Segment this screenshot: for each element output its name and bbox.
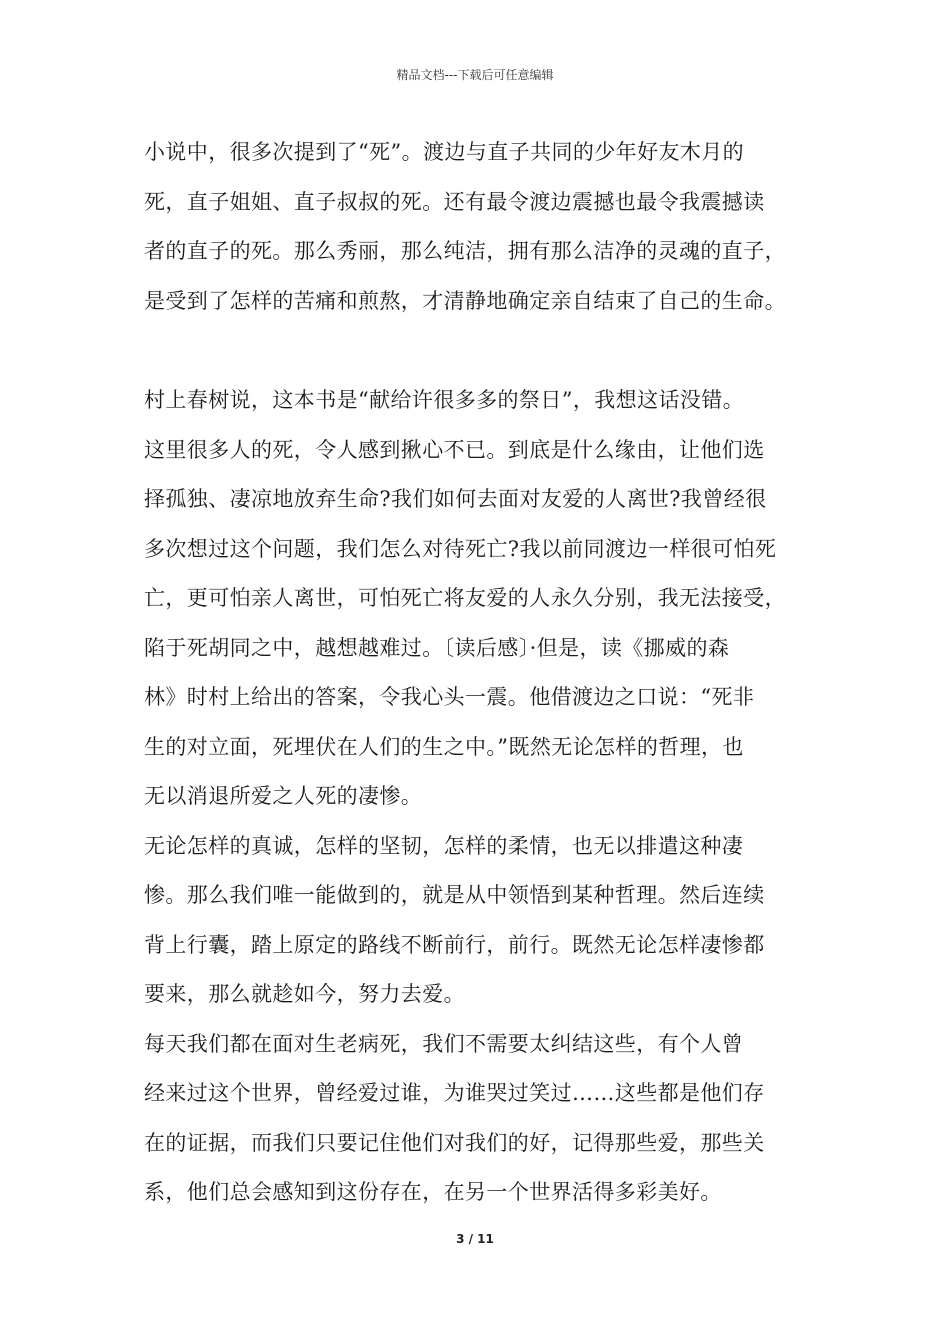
text-line: 在的证据，而我们只要记住他们对我们的好，记得那些爱，那些关	[144, 1130, 765, 1155]
text-line: 生的对立面，死埋伏在人们的生之中。”既然无论怎样的哲理，也	[144, 734, 744, 759]
paragraph-spacer	[144, 326, 814, 376]
paragraph-2	[144, 376, 814, 822]
paragraph-4	[144, 1020, 814, 1218]
text-line: 背上行囊，踏上原定的路线不断前行，前行。既然无论怎样凄惨都	[144, 932, 765, 957]
paragraph-1	[144, 128, 814, 326]
text-line: 亡，更可怕亲人离世，可怕死亡将友爱的人永久分别，我无法接受，	[144, 586, 786, 610]
page-header: 精品文档---下载后可任意编辑	[396, 68, 554, 82]
text-line: 林》时村上给出的答案，令我心头一震。他借渡边之口说：“死非	[144, 685, 755, 709]
text-line: 经来过这个世界，曾经爱过谁，为谁哭过笑过……这些都是他们存	[144, 1081, 765, 1105]
text-line: 无论怎样的真诚，怎样的坚韧，怎样的柔情，也无以排遣这种凄	[144, 833, 744, 858]
text-line: 多次想过这个问题，我们怎么对待死亡?我以前同渡边一样很可怕死	[144, 536, 777, 561]
text-line: 这里很多人的死，令人感到揪心不已。到底是什么缘由，让他们选	[144, 437, 765, 462]
text-line: 择孤独、凄凉地放弃生命?我们如何去面对友爱的人离世?我曾经很	[144, 487, 767, 511]
text-line: 村上春树说，这本书是“献给许很多多的祭日”，我想这话没错。	[144, 388, 745, 412]
text-line: 系，他们总会感知到这份存在，在另一个世界活得多彩美好。	[144, 1180, 722, 1204]
text-line: 陷于死胡同之中，越想越难过。〔读后感〕·但是，读《挪威的森	[144, 635, 730, 660]
paragraph-3	[144, 822, 814, 1020]
document-body	[144, 128, 814, 1218]
text-line: 是受到了怎样的苦痛和煎熬，才清静地确定亲自结束了自己的生命。	[144, 288, 786, 313]
page-number: 3 / 11	[456, 1232, 494, 1246]
text-line: 每天我们都在面对生老病死，我们不需要太纠结这些，有个人曾	[144, 1031, 744, 1056]
text-line: 无以消退所爱之人死的凄惨。	[144, 784, 423, 808]
text-line: 要来，那么就趁如今，努力去爱。	[144, 982, 465, 1006]
text-line: 死，直子姐姐、直子叔叔的死。还有最令渡边震撼也最令我震撼读	[144, 189, 765, 214]
text-line: 小说中，很多次提到了“死”。渡边与直子共同的少年好友木月的	[144, 140, 745, 164]
text-line: 者的直子的死。那么秀丽，那么纯洁，拥有那么洁净的灵魂的直子，	[144, 239, 786, 263]
text-line: 惨。那么我们唯一能做到的，就是从中领悟到某种哲理。然后连续	[144, 883, 765, 907]
